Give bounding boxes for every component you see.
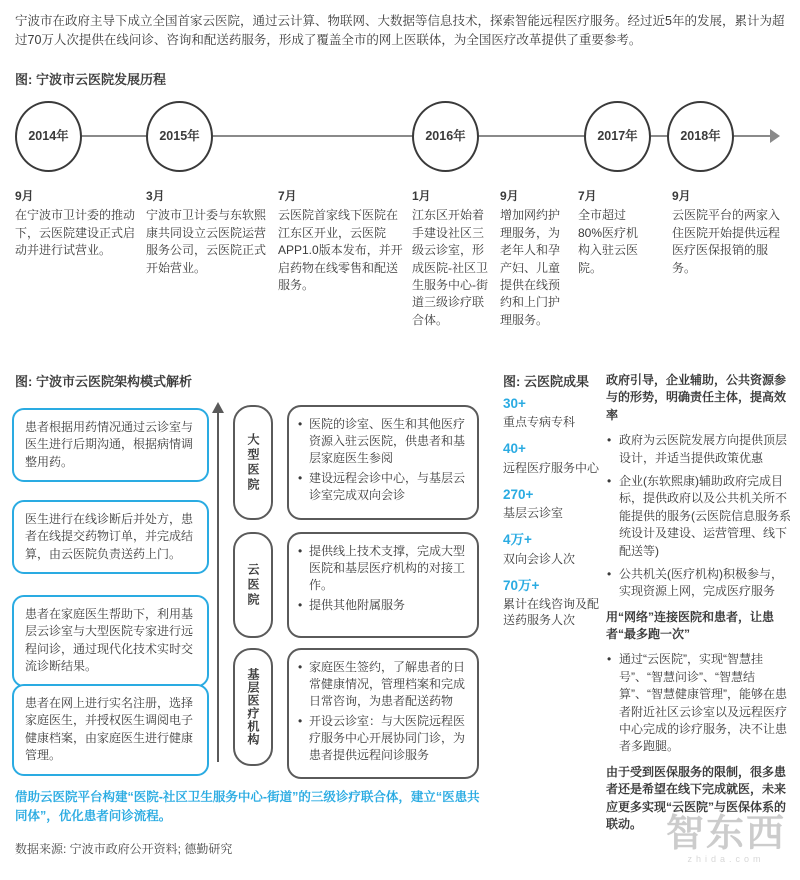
- commentary-list-1: [606, 432, 792, 601]
- timeline-event: [278, 188, 404, 294]
- stat-value: 70万+: [503, 577, 540, 593]
- event-text: 在宁波市卫计委的推动下，云医院建设正式启动并进行试营业。: [15, 208, 136, 258]
- tier-box-cloud-hospital: [287, 532, 479, 638]
- timeline-year-2017: 2017年: [584, 101, 651, 172]
- results-stats: [503, 394, 603, 637]
- commentary-closing: 由于受到医保服务的限制，很多患者还是希望在线下完成就医，未来应更多实现“云医院”与医保体系的联动。: [606, 764, 787, 831]
- tier-bullet: • 提供其他附属服务: [297, 597, 467, 614]
- tier-bullet: • 开设云诊室：与大医院远程医疗服务中心开展协同门诊，为患者提供远程问诊服务: [297, 713, 467, 763]
- tier-bullet: • 医院的诊室、医生和其他医疗资源入驻云医院，供患者和基层家庭医生参阅: [297, 416, 467, 466]
- patient-step-box: 医生进行在线诊断后并处方，患者在线提交药物订单，并完成结算，由云医院负责送药上门。: [12, 500, 209, 574]
- tier-label-large-hospital: 大型医院: [233, 405, 273, 520]
- event-month: 1月: [412, 189, 431, 203]
- stat-value: 4万+: [503, 532, 532, 548]
- stat-label: 基层云诊室: [503, 506, 564, 521]
- patient-step-box: 患者在网上进行实名注册，选择家庭医生，并授权医生调阅电子健康档案，由家庭医生进行健康管理。: [12, 684, 209, 776]
- tier-label-cloud-hospital: 云医院: [233, 532, 273, 638]
- event-month: 9月: [15, 189, 34, 203]
- timeline-year-2018: 2018年: [667, 101, 734, 172]
- flow-up-arrowhead-icon: [212, 402, 224, 413]
- timeline-year-2014: 2014年: [15, 101, 82, 172]
- stat-value: 30+: [503, 396, 526, 411]
- intro-paragraph: 宁波市在政府主导下成立全国首家云医院，通过云计算、物联网、大数据等信息技术，探索智能远程医疗服务。经过近5年的发展，累计为超过70万人次提供在线问诊、咨询和配送药服务，形成了覆盖全市的网上医联体，为全国医疗改革提供了重要参考。: [15, 14, 785, 48]
- event-month: 9月: [500, 189, 519, 203]
- stat-value: 40+: [503, 441, 526, 457]
- timeline-event: [578, 188, 650, 277]
- timeline-event: [15, 188, 137, 260]
- commentary-column: [606, 372, 792, 833]
- tier-box-primary-care: [287, 648, 479, 779]
- event-month: 7月: [278, 189, 297, 203]
- timeline-year-2016: 2016年: [412, 101, 479, 172]
- event-month: 7月: [578, 189, 597, 203]
- tier-bullet: • 家庭医生签约，了解患者的日常健康情况，管理档案和完成日常咨询，为患者配送药物: [297, 659, 467, 709]
- patient-step-box: 患者在家庭医生帮助下，利用基层云诊室与大型医院专家进行远程问诊，通过现代化技术实时交流诊断结果。: [12, 595, 209, 687]
- event-text: 江东区开始着手建设社区三级云诊室，形成医院-社区卫生服务中心-街道三级诊疗联合体。: [412, 208, 488, 327]
- patient-step-box: 患者根据用药情况通过云诊室与医生进行后期沟通，根据病情调整用药。: [12, 408, 209, 482]
- tier-bullet: • 建设远程会诊中心，与基层云诊室完成双向会诊: [297, 470, 467, 504]
- commentary-bullet: • 企业(东软熙康)辅助政府完成目标，提供政府以及公共机关所不能提供的服务(云医院信息服务系统设计及建设、运营管理、线下配送等): [606, 473, 792, 560]
- event-text: 增加网约护理服务，为老年人和孕产妇、儿童提供在线预约和上门护理服务。: [500, 208, 561, 327]
- event-text: 云医院首家线下医院在江东区开业，云医院APP1.0版本发布，并开启药物在线零售和配送服务。: [278, 208, 403, 292]
- results-title: 图: 云医院成果: [503, 374, 589, 389]
- timeline-title: 图: 宁波市云医院发展历程: [15, 72, 166, 87]
- architecture-footer-note: 借助云医院平台构建“医院-社区卫生服务中心-街道”的三级诊疗联合体，建立“医患共同体”，优化患者问诊流程。: [15, 790, 480, 823]
- commentary-bullet: • 公共机关(医疗机构)积极参与，实现资源上网，完成医疗服务: [606, 566, 792, 601]
- timeline-event: [412, 188, 492, 329]
- stat-label: 重点专病专科: [503, 415, 576, 430]
- timeline-event: [500, 188, 570, 329]
- tier-label-primary-care: 基层医疗机构: [233, 648, 273, 766]
- watermark-url: zhida.com: [687, 853, 765, 864]
- commentary-bullet: • 通过“云医院”，实现“智慧挂号”、“智慧问诊”、“智慧结算”、“智慧健康管理”，能够在患者附近社区云诊室以及远程医疗中心完成的诊疗服务，决不让患者多跑腿。: [606, 651, 792, 755]
- timeline-event: [672, 188, 786, 277]
- stat-item: [503, 394, 603, 430]
- stat-item: [503, 530, 603, 566]
- event-month: 9月: [672, 189, 691, 203]
- stat-item: [503, 485, 603, 521]
- commentary-list-2: [606, 651, 792, 755]
- stat-label: 双向会诊人次: [503, 551, 576, 566]
- architecture-title: 图: 宁波市云医院架构模式解析: [15, 374, 192, 389]
- stat-item: [503, 576, 603, 629]
- stat-value: 270+: [503, 486, 534, 502]
- event-month: 3月: [146, 189, 165, 203]
- stat-label: 远程医疗服务中心: [503, 460, 600, 475]
- flow-up-arrow: [217, 412, 219, 762]
- stat-label: 累计在线咨询及配送药服务人次: [503, 597, 600, 628]
- data-source: 数据来源: 宁波市政府公开资料; 德勤研究: [15, 842, 233, 856]
- watermark-logo: 智东西: [665, 812, 786, 855]
- stat-item: [503, 439, 603, 475]
- timeline-arrow-icon: [770, 129, 780, 143]
- tier-box-large-hospital: [287, 405, 479, 520]
- commentary-heading-2: 用“网络”连接医院和患者，让患者“最多跑一次”: [606, 609, 775, 642]
- event-text: 全市超过80%医疗机构入驻云医院。: [578, 208, 639, 275]
- timeline-event: [146, 188, 270, 277]
- timeline-year-2015: 2015年: [146, 101, 213, 172]
- event-text: 云医院平台的两家入住医院开始提供远程医疗医保报销的服务。: [672, 208, 781, 275]
- commentary-heading-1: 政府引导，企业辅助，公共资源参与的形势，明确责任主体，提高效率: [606, 373, 787, 422]
- commentary-bullet: • 政府为云医院发展方向提供顶层设计，并适当提供政策优惠: [606, 432, 792, 467]
- event-text: 宁波市卫计委与东软熙康共同设立云医院运营服务公司，云医院正式开始营业。: [146, 208, 267, 275]
- tier-bullet: • 提供线上技术支撑，完成大型医院和基层医疗机构的对接工作。: [297, 543, 467, 593]
